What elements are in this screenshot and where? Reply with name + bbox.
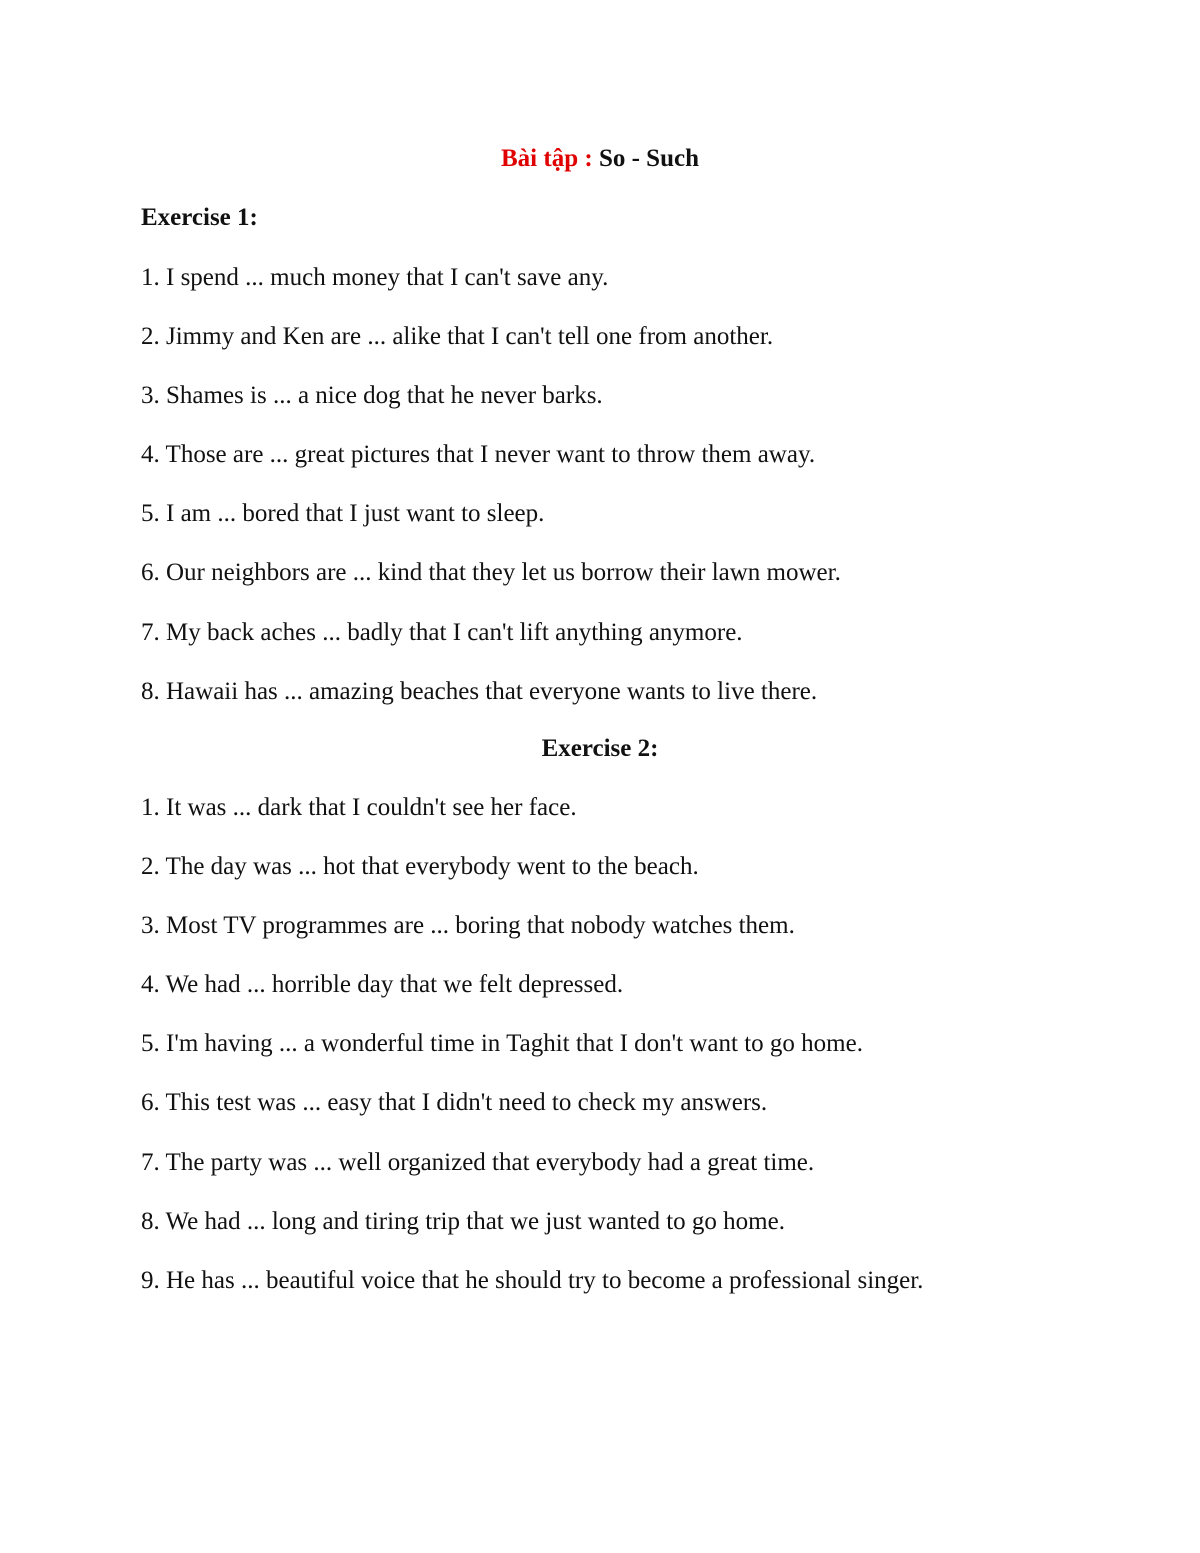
exercise-2-item-6: 6. This test was ... easy that I didn't need to check my answers. (141, 1089, 768, 1117)
exercise-1-list (141, 262, 841, 735)
exercise-1-item-4: 4. Those are ... great pictures that I never want to throw them away. (141, 441, 816, 469)
title-accent: Bài tập : (501, 145, 593, 172)
exercise-2-item-1: 1. It was ... dark that I couldn't see her face. (141, 794, 577, 821)
page-title (0, 143, 1200, 175)
exercise-2-item-9: 9. He has ... beautiful voice that he should try to become a professional singer. (141, 1266, 924, 1294)
exercise-1-item-3: 3. Shames is ... a nice dog that he never barks. (141, 382, 603, 410)
exercise-2-heading: Exercise 2: (541, 735, 659, 762)
exercise-2-item-8: 8. We had ... long and tiring trip that we just wanted to go home. (141, 1207, 785, 1235)
exercise-2-item-4: 4. We had ... horrible day that we felt depressed. (141, 971, 624, 999)
exercise-1-item-1: 1. I spend ... much money that I can't save any. (141, 264, 609, 291)
exercise-2-item-5: 5. I'm having ... a wonderful time in Taghit that I don't want to go home. (141, 1030, 863, 1058)
exercise-1-item-7: 7. My back aches ... badly that I can't lift anything anymore. (141, 618, 743, 646)
exercise-2-item-3: 3. Most TV programmes are ... boring that nobody watches them. (141, 912, 795, 940)
exercise-2-item-7: 7. The party was ... well organized that everybody had a great time. (141, 1148, 815, 1176)
exercise-1-item-2: 2. Jimmy and Ken are ... alike that I can't tell one from another. (141, 323, 774, 351)
exercise-1-item-5: 5. I am ... bored that I just want to sleep. (141, 500, 545, 528)
exercise-1-item-8: 8. Hawaii has ... amazing beaches that everyone wants to live there. (141, 677, 818, 705)
exercise-2-list (141, 792, 923, 1324)
exercise-1-heading: Exercise 1: (141, 204, 258, 231)
exercise-1-item-6: 6. Our neighbors are ... kind that they let us borrow their lawn mower. (141, 559, 841, 587)
title-topic: So - Such (592, 145, 699, 172)
exercise-2-item-2: 2. The day was ... hot that everybody went to the beach. (141, 853, 699, 881)
